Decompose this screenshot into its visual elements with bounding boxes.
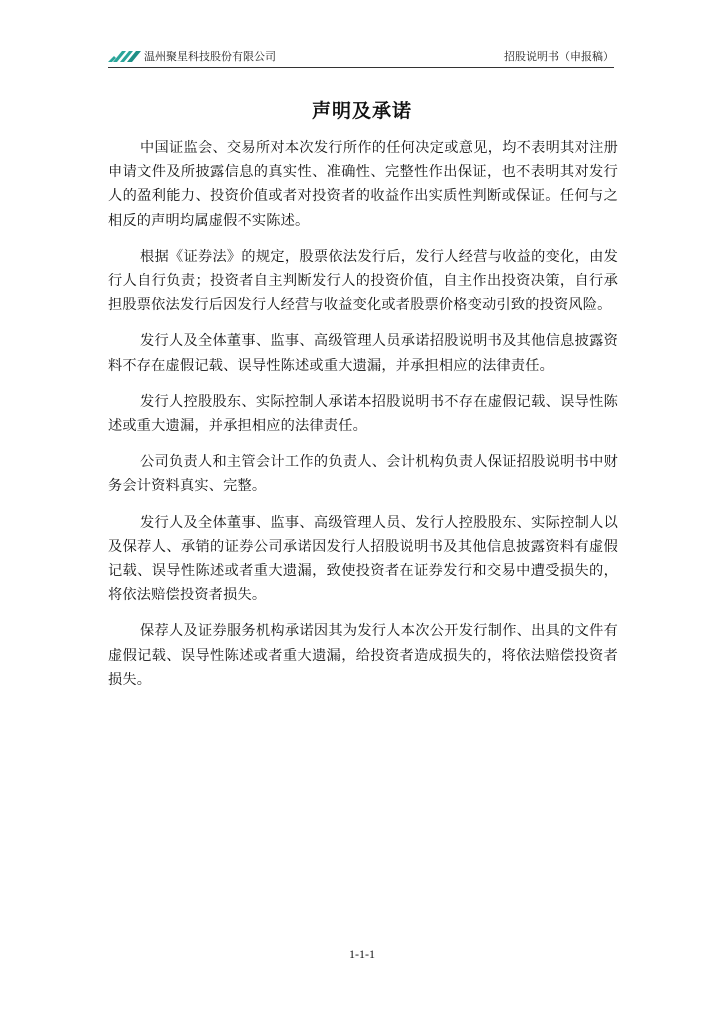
- statement-body: [108, 136, 618, 704]
- paragraph: 根据《证券法》的规定，股票依法发行后，发行人经营与收益的变化，由发行人自行负责；投资者自主判断发行人的投资价值，自主作出投资决策，自行承担股票依法发行后因发行人经营与收益变化或者股票价格变动引致的投资风险。: [108, 248, 618, 314]
- paragraph: 保荐人及证券服务机构承诺因其为发行人本次公开发行制作、出具的文件有虚假记载、误导性陈述或者重大遗漏，给投资者造成损失的，将依法赔偿投资者损失。: [108, 623, 618, 688]
- header-divider: [108, 67, 614, 68]
- document-title: 招股说明书（申报稿）: [504, 50, 614, 63]
- company-name: 温州聚星科技股份有限公司: [144, 50, 276, 63]
- paragraph: 发行人控股股东、实际控制人承诺本招股说明书不存在虚假记载、误导性陈述或重大遗漏，并承担相应的法律责任。: [108, 393, 618, 435]
- company-logo-icon: [108, 49, 142, 63]
- page-number: 1-1-1: [349, 947, 375, 961]
- paragraph: 发行人及全体董事、监事、高级管理人员、发行人控股股东、实际控制人以及保荐人、承销的证券公司承诺因发行人招股说明书及其他信息披露资料有虚假记载、误导性陈述或者重大遗漏，致使投资者在证券发行和交易中遭受损失的，将依法赔偿投资者损失。: [108, 514, 618, 604]
- paragraph: 中国证监会、交易所对本次发行所作的任何决定或意见，均不表明其对注册申请文件及所披露信息的真实性、准确性、完整性作出保证，也不表明其对发行人的盈利能力、投资价值或者对投资者的收益作出实质性判断或保证。任何与之相反的声明均属虚假不实陈述。: [108, 140, 618, 229]
- page-header: [108, 48, 614, 66]
- paragraph: 发行人及全体董事、监事、高级管理人员承诺招股说明书及其他信息披露资料不存在虚假记载、误导性陈述或重大遗漏，并承担相应的法律责任。: [108, 333, 618, 374]
- page-title: 声明及承诺: [311, 100, 412, 122]
- paragraph: 公司负责人和主管会计工作的负责人、会计机构负责人保证招股说明书中财务会计资料真实、完整。: [108, 454, 618, 495]
